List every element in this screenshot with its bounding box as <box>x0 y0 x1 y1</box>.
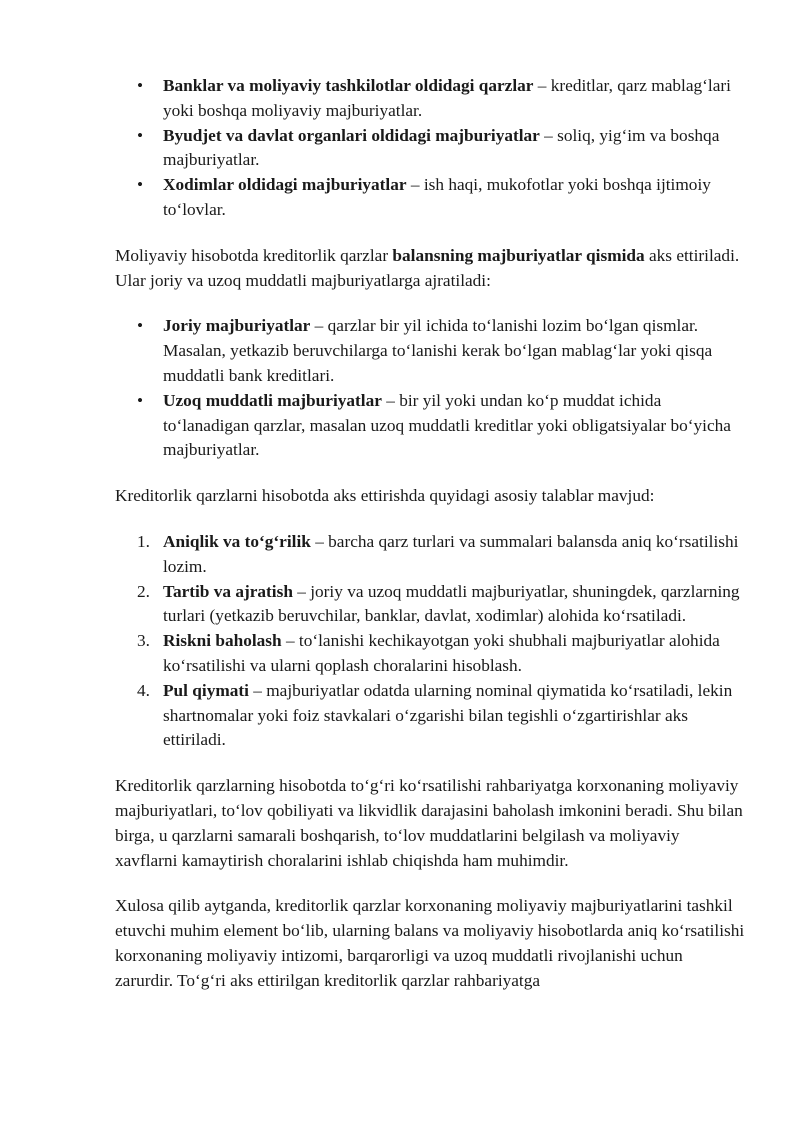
list-item: • Uzoq muddatli majburiyatlar – bir yil yoki undan ko‘p muddat ichida to‘lanadigan qarzlar, masalan uzoq muddatli kreditlar yoki obligatsiyalar bo‘yicha majburiyatlar. <box>137 390 731 460</box>
document-body <box>115 74 745 994</box>
requirements-list <box>115 530 745 753</box>
list-item: • Byudjet va davlat organlari oldidagi majburiyatlar – soliq, yig‘im va boshqa majburiyatlar. <box>137 125 720 170</box>
bullet-icon: • <box>137 76 144 95</box>
paragraph: Xulosa qilib aytganda, kreditorlik qarzlar korxonaning moliyaviy majburiyatlarini tashkil etuvchi muhim element bo‘lib, ularning balans va moliyaviy hisobotlarda aniq ko‘rsatilishi korxonaning moliyaviy intizomi, barqarorligi va uzoq muddatli rivojlanishi uchun zarurdir. To‘g‘ri aks ettirilgan kreditorlik qarzlar rahbariyatga <box>115 896 745 990</box>
bullet-icon: • <box>137 125 144 145</box>
paragraph: Kreditorlik qarzlarning hisobotda to‘g‘ri ko‘rsatilishi rahbariyatga korxonaning moliyaviy majburiyatlari, to‘lov qobiliyati va likvidlik darajasini baholash imkonini beradi. Shu bilan birga, u qarzlarni samarali boshqarish, to‘lov muddatlarini belgilash va moliyaviy xavflarni kamaytirish choralarini ishlab chiqishda ham muhimdir. <box>115 776 743 870</box>
list-item: • Joriy majburiyatlar – qarzlar bir yil ichida to‘lanishi lozim bo‘lgan qismlar. Masalan, yetkazib beruvchilarga to‘lanishi kerak bo‘lgan mablag‘lar yoki qisqa muddatli bank kreditlari. <box>137 316 713 385</box>
list-item: 1. Aniqlik va to‘g‘rilik – barcha qarz turlari va summalari balansda aniq ko‘rsatilishi lozim. <box>137 531 739 576</box>
list-item: 2. Tartib va ajratish – joriy va uzoq muddatli majburiyatlar, shuningdek, qarzlarning turlari (yetkazib beruvchilar, banklar, davlat, xodimlar) alohida ko‘rsatiladi. <box>137 581 740 626</box>
list-item: • Banklar va moliyaviy tashkilotlar oldidagi qarzlar – kreditlar, qarz mablag‘lari yoki boshqa moliyaviy majburiyatlar. <box>137 76 731 120</box>
paragraph: Moliyaviy hisobotda kreditorlik qarzlar balansning majburiyatlar qismida aks ettiriladi. Ular joriy va uzoq muddatli majburiyatlarga ajratiladi: <box>115 245 740 290</box>
bullet-icon: • <box>137 316 144 336</box>
bullet-icon: • <box>137 390 144 410</box>
list-item: • Xodimlar oldidagi majburiyatlar – ish haqi, mukofotlar yoki boshqa ijtimoiy to‘lovlar. <box>137 175 711 219</box>
list-item: 3. Riskni baholash – to‘lanishi kechikayotgan yoki shubhali majburiyatlar alohida ko‘rsatilishi va ularni qoplash choralarini hisoblash. <box>137 631 720 675</box>
paragraph: Kreditorlik qarzlarni hisobotda aks ettirishda quyidagi asosiy talablar mavjud: <box>115 486 655 506</box>
creditor-types-list <box>115 74 745 223</box>
bullet-icon: • <box>137 175 144 195</box>
list-item: 4. Pul qiymati – majburiyatlar odatda ularning nominal qiymatida ko‘rsatiladi, lekin shartnomalar yoki foiz stavkalari o‘zgarishi bilan tegishli o‘zgartirishlar aks ettiriladi. <box>137 680 733 750</box>
liability-types-list <box>115 314 745 463</box>
